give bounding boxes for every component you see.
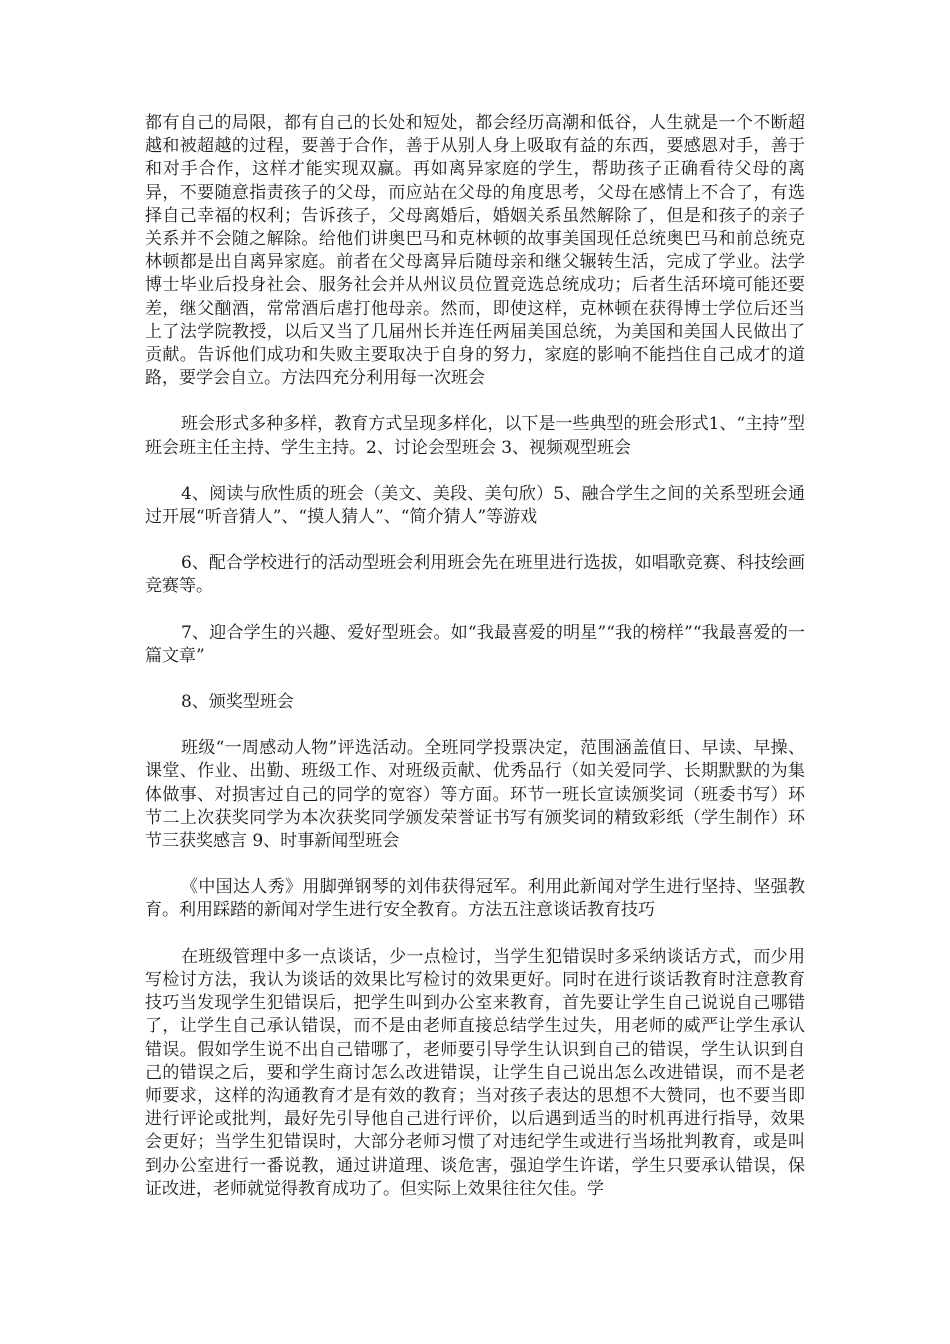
paragraph-4: 6、配合学校进行的活动型班会利用班会先在班里进行选拔，如唱歌竞赛、科技绘画竞赛等。: [145, 553, 805, 597]
paragraph-2: 班会形式多种多样，教育方式呈现多样化，以下是一些典型的班会形式1、“主持”型班会班主任主持、学生主持。2、讨论会型班会 3、视频观型班会: [145, 414, 805, 458]
paragraph-8: 《中国达人秀》用脚弹钢琴的刘伟获得冠军。利用此新闻对学生进行坚持、坚强教育。利用踩踏的新闻对学生进行安全教育。方法五注意谈话教育技巧: [145, 877, 805, 921]
paragraph-3: 4、阅读与欣性质的班会（美文、美段、美句欣）5、融合学生之间的关系型班会通过开展“听音猜人”、“摸人猜人”、“简介猜人”等游戏: [145, 483, 805, 528]
paragraph-6: 8、颁奖型班会: [181, 692, 294, 713]
paragraph-1: 都有自己的局限，都有自己的长处和短处，都会经历高潮和低谷，人生就是一个不断超越和被超越的过程，要善于合作，善于从别人身上吸取有益的东西，要感恩对手，善于和对手合作，这样才能实现双赢。再如离异家庭的学生，帮助孩子正确看待父母的离异，不要随意指责孩子的父母，而应站在父母的角度思考，父母在感情上不合了，有选择自己幸福的权利；告诉孩子，父母离婚后，婚姻关系虽然解除了，但是和孩子的亲子关系并不会随之解除。给他们讲奥巴马和克林顿的故事美国现任总统奥巴马和前总统克林顿都是出自离异家庭。前者在父母离异后随母亲和继父辗转生活，完成了学业。法学博士毕业后投身社会、服务社会并从州议员位置竞选总统成功；后者生活环境可能还要差，继父酗酒，常常酒后虐打他母亲。然而，即使这样，克林顿在获得博士学位后还当上了法学院教授，以后又当了几届州长并连任两届美国总统，为美国和美国人民做出了贡献。告诉他们成功和失败主要取决于自身的努力，家庭的影响不能挡住自己成才的道路，要学会自立。方法四充分利用每一次班会: [145, 113, 805, 389]
paragraph-9: 在班级管理中多一点谈话，少一点检讨，当学生犯错误时多采纳谈话方式，而少用写检讨方法，我认为谈话的效果比写检讨的效果更好。同时在进行谈话教育时注意教育技巧当发现学生犯错误后，把学生叫到办公室来教育，首先要让学生自己说说自己哪错了，让学生自己承认错误，而不是由老师直接总结学生过失，用老师的威严让学生承认错误。假如学生说不出自己错哪了，老师要引导学生认识到自己的错误，学生认识到自己的错误之后，要和学生商讨怎么改进错误，让学生自己说出怎么改进错误，而不是老师要求，这样的沟通教育才是有效的教育；当对孩子表达的思想不大赞同，也不要当即进行评论或批判，最好先引导他自己进行评价，以后遇到适当的时机再进行指导，效果会更好；当学生犯错误时，大部分老师习惯了对违纪学生或进行当场批判教育，或是叫到办公室进行一番说教，通过讲道理、谈危害，强迫学生许诺，学生只要承认错误，保证改进，老师就觉得教育成功了。但实际上效果往往欠佳。学: [145, 946, 805, 1199]
paragraph-7: 班级“一周感动人物”评选活动。全班同学投票决定，范围涵盖值日、早读、早操、课堂、作业、出勤、班级工作、对班级贡献、优秀品行（如关爱同学、长期默默的为集体做事、对损害过自己的同学的宽容）等方面。环节一班长宣读颁奖词（班委书写）环节二上次获奖同学为本次获奖同学颁发荣誉证书写有颁奖词的精致彩纸（学生制作）环节三获奖感言 9、时事新闻型班会: [145, 738, 805, 852]
paragraph-5: 7、迎合学生的兴趣、爱好型班会。如“我最喜爱的明星”“我的榜样”“我最喜爱的一篇文章”: [145, 622, 805, 666]
document-page: [145, 112, 805, 1224]
